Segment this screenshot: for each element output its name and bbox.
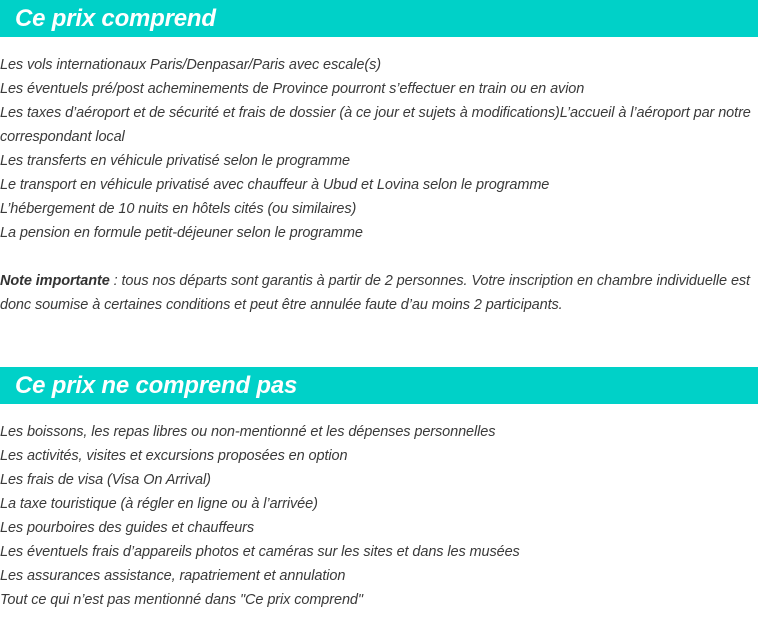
list-item: Les taxes d’aéroport et de sécurité et frais de dossier (à ce jour et sujets à modifications)L’accueil à l’aéroport par notre correspondant local — [0, 105, 751, 145]
list-item: Les assurances assistance, rapatriement et annulation — [0, 568, 346, 584]
included-list — [0, 53, 758, 245]
list-item: Les boissons, les repas libres ou non-mentionné et les dépenses personnelles — [0, 424, 496, 440]
excluded-section-title: Ce prix ne comprend pas — [15, 371, 298, 399]
list-item: Tout ce qui n’est pas mentionné dans "Ce prix comprend" — [0, 592, 363, 608]
list-item: La taxe touristique (à régler en ligne ou à l’arrivée) — [0, 496, 318, 512]
list-item: Les activités, visites et excursions proposées en option — [0, 448, 348, 464]
included-section-title: Ce prix comprend — [15, 4, 216, 32]
included-section-header — [0, 0, 758, 37]
list-item: Les transferts en véhicule privatisé selon le programme — [0, 153, 350, 169]
list-item: Les éventuels frais d’appareils photos et caméras sur les sites et dans les musées — [0, 544, 520, 560]
list-item: Les éventuels pré/post acheminements de Province pourront s’effectuer en train ou en avion — [0, 81, 585, 97]
list-item: Les frais de visa (Visa On Arrival) — [0, 472, 211, 488]
important-note-text: : tous nos départs sont garantis à partir de 2 personnes. Votre inscription en chambre individuelle est donc soumise à certaines conditions et peut être annulée faute d’au moins 2 participants. — [0, 273, 750, 313]
list-item: Le transport en véhicule privatisé avec chauffeur à Ubud et Lovina selon le programme — [0, 177, 550, 193]
excluded-list — [0, 420, 758, 612]
list-item: La pension en formule petit-déjeuner selon le programme — [0, 225, 363, 241]
important-note-label: Note importante — [0, 273, 110, 289]
list-item: L’hébergement de 10 nuits en hôtels cités (ou similaires) — [0, 201, 357, 217]
list-item: Les vols internationaux Paris/Denpasar/Paris avec escale(s) — [0, 57, 381, 73]
excluded-section-header — [0, 367, 758, 404]
important-note — [0, 269, 752, 317]
list-item: Les pourboires des guides et chauffeurs — [0, 520, 255, 536]
